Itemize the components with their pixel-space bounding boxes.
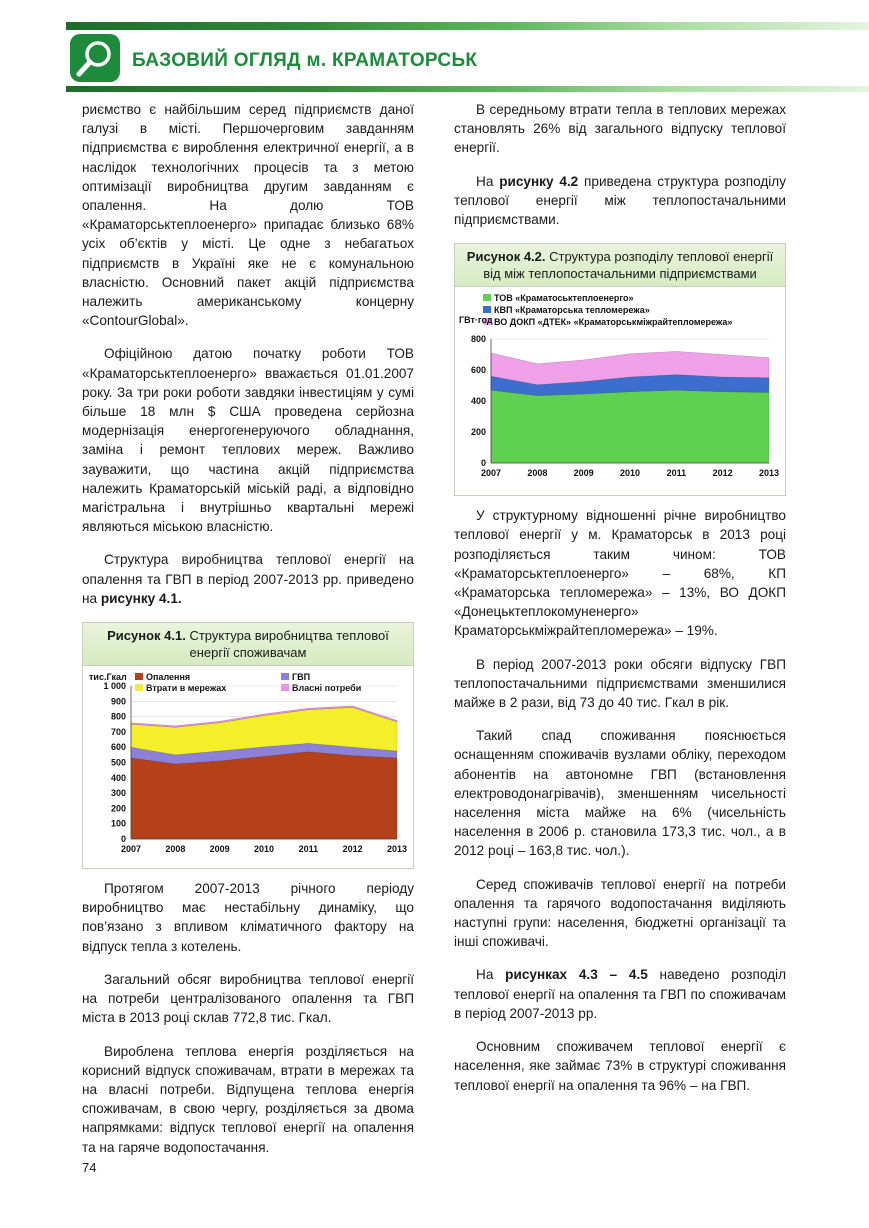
paragraph: Офіційною датою початку роботи ТОВ «Краматорськтеплоенерго» вважається 01.01.2007 року. За три роки роботи завдяки інвестиціям у сумі більше 18 млн $ США проведена серйозна модернізація енергогенеруючого обладнання, заміна і ремонт теплових мереж. Важливо зауважити, що частина акцій підприємства належить Краматорській міській раді, а відповідно магістральна і внутрішньо квартальні мережі являються міською власністю. xyxy=(82,346,414,535)
figure-title: Структура розподілу теплової енергії від між теплопостачальними підприємствами xyxy=(483,249,774,282)
legend-swatch xyxy=(135,673,143,680)
figure-label: Рисунок 4.1. xyxy=(107,628,186,644)
figure-reference: рисунку 4.2 xyxy=(499,173,579,189)
paragraph: Вироблена теплова енергія розділяється на корисний відпуск споживачам, втрати в мережах та на власні потреби. Відпущена теплова енергія споживачам, в свою чергу, розділяється за двома напрямками: відпуск теплової енергії на опалення та на гаряче водопостачання. xyxy=(82,1043,414,1155)
paragraph: В період 2007-2013 роки обсяги відпуску ГВП теплопостачальними підприємствами зменшилися майже в 2 рази, від 73 до 40 тис. Гкал в рік. xyxy=(454,656,786,711)
page-number: 74 xyxy=(82,1160,97,1175)
y-tick-label: 900 xyxy=(110,696,126,707)
header-top-bar xyxy=(66,22,869,30)
legend-label: Власні потреби xyxy=(292,683,362,694)
paragraph: В середньому втрати тепла в теплових мережах становлять 26% від загального відпуску теплової енергії. xyxy=(454,102,786,156)
x-tick-label: 2012 xyxy=(342,844,363,855)
y-tick-label: 1 000 xyxy=(103,681,126,692)
x-tick-label: 2010 xyxy=(253,844,275,855)
area-series xyxy=(491,390,769,463)
y-tick-label: 600 xyxy=(470,365,486,376)
legend-swatch xyxy=(281,673,289,680)
magnifier-logo-icon xyxy=(70,34,120,82)
legend-label: ТОВ «Краматоськтеплоенерго» xyxy=(494,293,634,304)
paragraph: Загальний обсяг виробництва теплової енергії на потреби централізованого опалення та ГВП міста в 2013 році склав 772,8 тис. Гкал. xyxy=(82,971,414,1026)
legend-swatch xyxy=(135,684,143,691)
figure-caption xyxy=(83,623,413,666)
paragraph: У структурному відношенні річне виробництво теплової енергії у м. Краматорськ в 2013 році розподіляється таким чином: ТОВ «Краматорськтеплоенерго» – 68%, КП «Краматорська тепломережа» – 13%, ВО ДОКП «Донецьктеплокомуненерго» Краматорськміжрайтепломережа» – 19%. xyxy=(454,508,786,639)
header-bottom-bar xyxy=(66,86,869,92)
y-tick-label: 800 xyxy=(110,711,126,722)
figure-caption xyxy=(455,244,785,287)
x-tick-label: 2007 xyxy=(120,844,142,855)
page-header-title: БАЗОВИЙ ОГЛЯД м. КРАМАТОРСЬК xyxy=(132,50,478,71)
x-tick-label: 2013 xyxy=(386,844,408,855)
paragraph-text: наведено розподіл теплової енергії на опалення та ГВП по споживачам в період 2007-2013 рр. xyxy=(454,967,787,1021)
paragraph-text: На xyxy=(476,967,506,983)
x-tick-label: 2010 xyxy=(619,468,641,479)
figure-reference: рисунках 4.3 – 4.5 xyxy=(505,967,648,983)
y-tick-label: 0 xyxy=(120,834,126,845)
y-axis-label: ГВт·год xyxy=(459,315,493,326)
x-tick-label: 2008 xyxy=(527,468,548,479)
y-tick-label: 600 xyxy=(110,742,126,753)
x-tick-label: 2011 xyxy=(298,844,319,855)
x-tick-label: 2013 xyxy=(758,468,780,479)
paragraph xyxy=(454,965,786,1023)
x-tick-label: 2009 xyxy=(573,468,594,479)
y-tick-label: 700 xyxy=(110,726,126,737)
legend-label: Втрати в мережах xyxy=(146,683,227,694)
paragraph: Такий спад споживання пояснюється оснащенням споживачів вузлами обліку, переходом абонентів на автономне ГВП (встановлення електроводонагрівачів), зменшенням чисельності населення міста майже на 6% (чисельність населення в 2006 р. становила 173,3 тис. чол., а в 2012 році – 163,8 тис. чол.). xyxy=(454,728,786,859)
paragraph xyxy=(82,550,414,608)
legend-label: Опалення xyxy=(146,672,191,683)
y-tick-label: 0 xyxy=(480,458,486,469)
legend-swatch xyxy=(281,684,289,691)
x-tick-label: 2007 xyxy=(480,468,502,479)
y-tick-label: 800 xyxy=(470,334,486,345)
right-column xyxy=(454,100,786,1109)
paragraph: Протягом 2007-2013 річного періоду виробництво має нестабільну динаміку, що пов’язано з впливом кліматичного фактору на відпуск тепла з котелень. xyxy=(82,881,414,954)
x-tick-label: 2008 xyxy=(165,844,186,855)
legend-label: КВП «Краматорська тепломережа» xyxy=(494,305,650,316)
y-tick-label: 400 xyxy=(470,396,486,407)
figure-reference: рисунку 4.1. xyxy=(100,590,182,606)
paragraph: риємство є найбільшим серед підприємств даної галузі в місті. Першочерговим завданням підприємства є вироблення електричної енергії, а в наслідок технологічних процесів та з метою оптимізації виробництва другим завданням є опалення. На долю ТОВ «Краматорськтеплоенерго» припадає близько 68% усіх об’єктів у місті. Це одне з небагатьох підприємств в Україні яке не є комунальною власністю. Основний пакет акцій підприємства належить американському концерну «ContourGlobal». xyxy=(82,102,414,329)
y-tick-label: 200 xyxy=(110,803,126,814)
y-axis-label: тис.Гкал xyxy=(89,672,127,683)
x-tick-label: 2011 xyxy=(666,468,687,479)
x-tick-label: 2012 xyxy=(712,468,733,479)
legend-swatch xyxy=(483,294,491,301)
y-tick-label: 100 xyxy=(110,818,126,829)
y-tick-label: 500 xyxy=(110,757,126,768)
paragraph-text: приведена структура розподілу теплової енергії між теплопостачальними підприємствами. xyxy=(454,173,787,228)
area-series xyxy=(131,752,397,839)
figure-4-2 xyxy=(454,243,786,496)
figure-label: Рисунок 4.2. xyxy=(466,249,546,265)
paragraph xyxy=(454,172,786,230)
legend-label: ВО ДОКП «ДТЕК» «Краматорськміжрайтепломережа» xyxy=(494,317,733,328)
y-tick-label: 400 xyxy=(110,772,126,783)
x-tick-label: 2009 xyxy=(209,844,230,855)
figure-title: Структура виробництва теплової енергії споживачам xyxy=(185,628,389,661)
y-tick-label: 300 xyxy=(110,788,126,799)
paragraph: Основним споживачем теплової енергії є населення, яке займає 73% в структурі споживання теплової енергії на опалення та 96% – на ГВП. xyxy=(454,1039,786,1093)
legend-label: ГВП xyxy=(292,672,311,683)
production-structure-chart xyxy=(83,666,413,868)
y-tick-label: 200 xyxy=(470,427,486,438)
left-column xyxy=(82,100,414,1171)
paragraph-text: На xyxy=(476,173,500,189)
paragraph-text: Структура виробництва теплової енергії на опалення та ГВП в період 2007-2013 рр. приведено на xyxy=(82,552,414,606)
legend-swatch xyxy=(483,306,491,313)
figure-4-1 xyxy=(82,622,414,869)
paragraph: Серед споживачів теплової енергії на потреби опалення та гарячого водопостачання виділяють наступні групи: населення, бюджетні організації та інші споживачі. xyxy=(454,876,786,950)
distribution-structure-chart xyxy=(455,287,785,495)
